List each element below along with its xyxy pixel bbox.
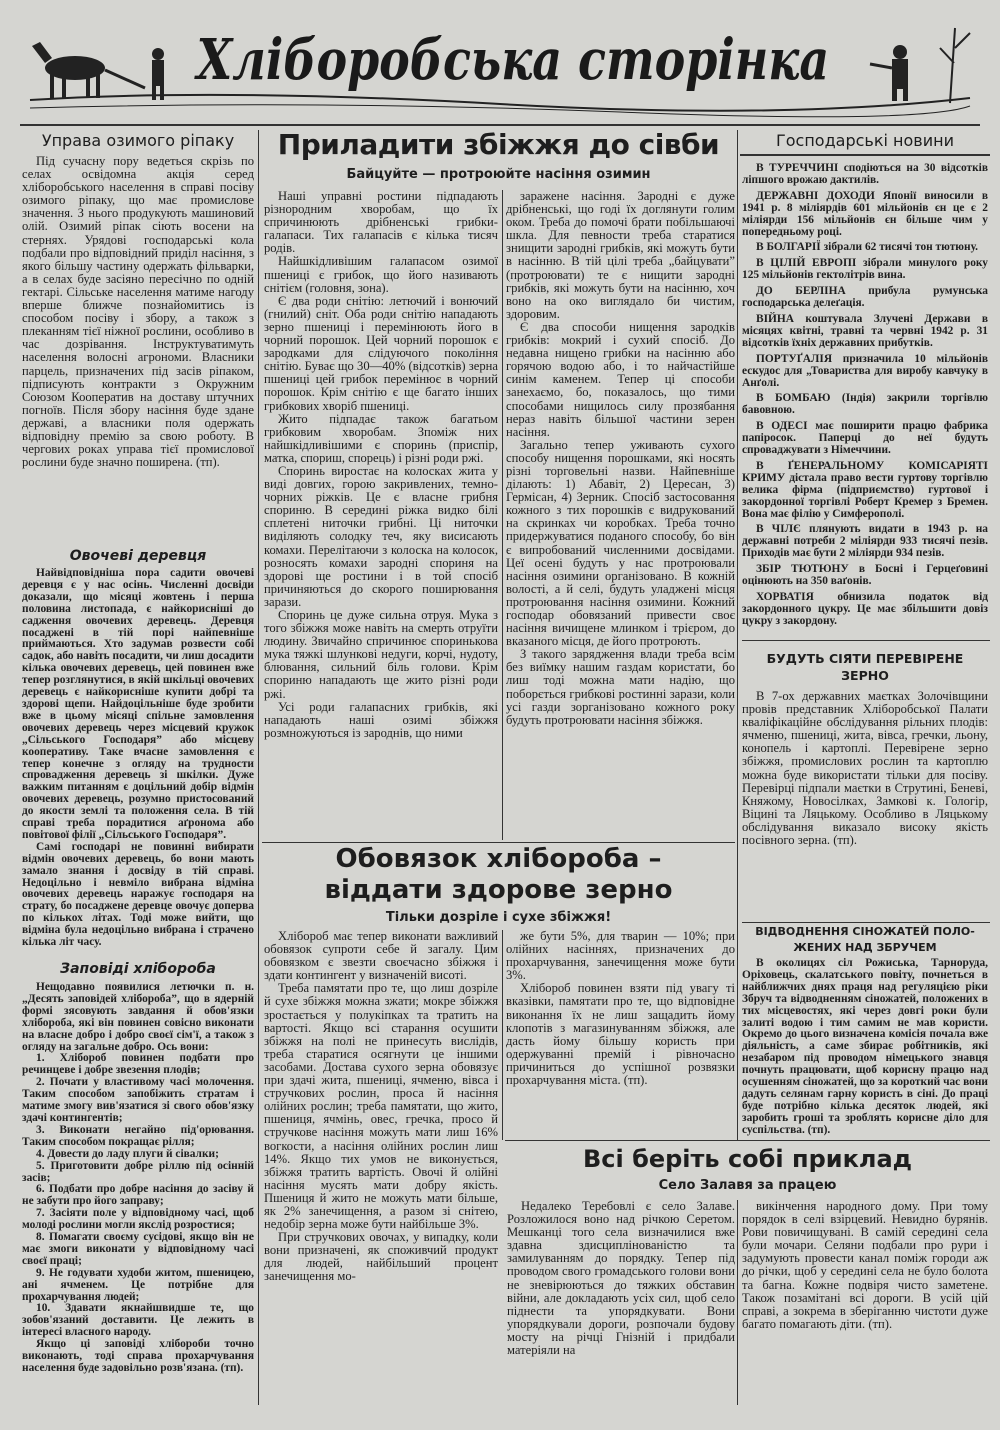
paragraph: ПОРТУҐАЛІЯ призначила 10 мільйонів ескудос для „Товариства для виробу кавчуку в Анґолі. [742,352,988,389]
paragraph: З такого зарядження влади треба всім без виїмку нашим газдам користати, бо лиш тоді можна мати надію, що поборється грибкові ростинні зарази, коли усі газди зорганізовано кожного року будуть протроювати насіння збіжжя. [506,647,735,727]
headline: Всі беріть собі приклад [582,1145,913,1173]
paragraph: Якщо ці заповіді хлібороби точно виконають, тоді справа прохарчування населення буде задовільно розв'язана. (тп). [22,1338,254,1374]
article-body [264,190,498,840]
paragraph: Найшкідливішим галапасом озимої пшениці є грибок, що його називають снітієм (головня, зона). [264,254,498,295]
paragraph: Треба памятати про те, що лиш дозріле й сухе збіжжя можна зжати; мокре збіжжя зростається у полукіпках та тратить на вартості. Якщо всі старання осушити збіжжя на полі не принесуть вислідів, треба старатися осягнути це іншими засобами. Достава сухого зерна обовязує при здачі жита, пшениці, ячменю, вівса і стручкових рослин, проса й насіння олійних рослин; треба памятати, що жито, пшениця, ячмінь, овес, гречка, просо й стручкове насіння можуть мати лиш 16% вогкости, а насіння олійних рослин лиш 14%. Якщо тих умов не виконується, збіжжя тратить вартість. Овочі й олійні насіння мусять мати добру якість. Пшениця й жито не можуть мати більше, як 2% занечищення, а разом зі снітею, недобір зерна може бути найбільше 3%. [264,981,498,1232]
subheadline: Тільки дозріле і сухе збіжжя! [385,910,612,925]
article-divider [742,922,990,923]
paragraph: В БОМБАЮ (Індія) закрили торгівлю бавовною. [742,392,988,417]
paragraph: ХОРВАТІЯ обнизила податок від закордонного цукру. Це має збільшити довіз цукру з закордону. [742,591,988,627]
paragraph: 6. Подбати про добре насіння до засіву й не забути про його заправу; [22,1183,254,1208]
paragraph: 4. Довести до ладу плуги й сівалки; [36,1147,219,1160]
paragraph: В ЧІЛЄ плянують видати в 1943 р. на державні потреби 2 міліярди 933 тисячі пезів. Приходів має бути 2 міліярди 934 пезів. [742,523,988,560]
article-body [506,190,735,840]
paragraph: Жито підпадає також багатьом грибковим хворобам. Зпоміж них найшкідливішими є споринь (приспір, матка, спориш, спорець) і різні роди ржі. [264,411,498,465]
paragraph: В околицях сіл Рожиська, Тарноруда, Оріховець, скалатського повіту, почнеться в найближчих днях праця над регуляцією ріки Збруч та відводненням сіножатей, положених в тих місцевостях, які через довгі роки були залиті водою і тим самим не мав користи. Окремо до цього визначена комісія почала вже діяльність, а саме збирає робітників, які незабаром під проводом німецького знавця почнуть працювати, щоб корисну працю над осушенням сіножатей, що за короткий час вони дадуть селянам гарну користь в сіні. До праці буде потрібно кілька десяток людей, які заробить гроші та зроблять корисне діло для суспільства. (тп). [742,958,988,1136]
paragraph: ЗБІР ТЮТЮНУ в Босні і Герцеґовині оцінюють на 350 ваґонів. [742,563,988,588]
paragraph: Самі господарі не повинні вибирати відмін овочевих деревець, бо вони мають замало знання і досвіду в тій справі. Недоцільно і невміло вибрана відміна овочевих деревець наражує господаря на страту, бо посаджене деревце овочує доперва по кількох літах. Тоді може вийти, що відміна була недоцільно вибрана і страчено кілька літ часу. [22,840,254,949]
article-divider [742,640,990,641]
paragraph: Наші управні ростини підпадають різнородним хворобам, що їх спричинюють дрібненські грибки-галапаси. Тих галапасів є кілька тисяч родів. [264,190,498,256]
paragraph: Усі роди галапасних грибків, які нападають наші озимі збіжжя розмножуються із зароднів, що ними [264,699,498,740]
paragraph: При стручкових овочах, у випадку, коли вони призначені, як споживчий продукт для людей, найбільший процент занечищення мо- [264,1230,498,1284]
paragraph: 8. Помагати своєму сусідові, якщо він не має змоги виконати у відповідному часі своєї праці; [22,1231,254,1267]
paragraph: Загально тепер уживають сухого способу нищення порошками, які носять різні торговельні назви. Найпевніше ділають: 1) Абавіт, 2) Цересан, 3) Гермісан, 4) Зерник. Спосіб застосовання кожного з тих порошків є видрукований на скринках чи коробках. Треба точно придержуватися поданого способу, бо він є випробований численними досвідами. Цеї осені будуть у нас протроювали насіння озимини організовано. В кожній волості, а й селі, будуть уладжені місця протроювання насіння озимини. Кожний господар обовязаний привести своє насіння вичищене млинком і трієром, до вказаного місця, де його протроють. [506,437,735,649]
paragraph: Недалеко Теребовлі є село Залаве. Розложилося воно над річкою Серетом. Мешканці того села визначилися вже здавна здисциплінованістю та замилуванням до порядку. Тепер під проводом свого громадського голови вони не зневірюються до тяжких обставин війни, але докладають усіх сил, щоб село піднести та упорядкувати. Вони упорядкували дороги, розпочали будову мосту на річці Гнізній і придбали матеріяли на [507,1200,735,1358]
column-rule [502,930,503,1140]
paragraph: же бути 5%, для тварин — 10%; при олійних насіннях, призначених до прохарчування, занечищення може бути 3%. [506,930,735,983]
paragraph: Хлібороб має тепер виконати важливий обовязок супроти себе й загалу. Цим обовязком є звезти своєчасно збіжжя і здати контингент у визначеній висоті. [264,930,498,983]
paragraph: Споринь це дуже сильна отруя. Мука з того збіжжя може навіть на смерть отруїти людину. Звичайно спричинює споринькова мука тяжкі шлункові недуги, корчі, нудоту, блювання, сильний біль голови. Крім спориню нападають ще жито різні роди ржі. [264,608,498,701]
paragraph: Нещодавно появилися летючки п. н. „Десять заповідей хлібороба”, що в ядерній формі зясовують завдання й обов'язки хлібороба, які він повинен совісно виконати на власне добро і добро своєї сім'ї, а також з огляду на загальне добро. Ось вони: [22,982,254,1053]
paragraph: ДЕРЖАВНІ ДОХОДИ Японії виносили в 1941 р. 8 міліярдів 601 мільйонів єн це є 2 міліярди 156 мільйонів єн більше чим у попередньому році. [742,189,988,238]
paragraph: В ЦІЛІЙ ЕВРОПІ зібрали минулого року 125 мільйонів гектолітрів вина. [742,257,988,282]
article-body [22,982,254,1402]
article-body [264,930,498,1402]
article-body [742,690,988,920]
article-title: ВІДВОДНЕННЯ СІНОЖАТЕЙ ПОЛО- [755,925,975,938]
paragraph: ДО БЕРЛІНА прибула румунська господарська делеґація. [742,285,988,310]
paragraph: ВІЙНА коштувала Злучені Держави в місяцях квітні, травні та червні 1942 р. 31 відсотків їхніх державних прибутків. [742,312,988,349]
article-body [22,155,254,547]
paragraph: 2. Почати у властивому часі молочення. Таким способом запобіжить стратам і матиме змогу вив'язатися зі свого обов'язку здачі контингентів; [22,1076,254,1124]
paragraph: 1. Хлібороб повинен подбати про речинцеве і добре звезення плодів; [22,1052,254,1077]
paragraph: В ОДЕСІ має поширити працю фабрика папіросок. Паперці до неї будуть спроваджувати з Німеччини. [742,420,988,457]
paragraph: заражене насіння. Зародні є дуже дрібненські, що годі їх доглянути голим оком. Треба до помочі брати побільшаючі шкла. Для певности треба старатися знищити зародні грибків, які можуть бути в насінню. В тій цілі треба „байцувати” (протроювати) те є нищити зародні грибків, які можуть бути на насінню, хоч воно на око виглядало би чистим, здоровим. [506,190,735,321]
article-body [507,1200,735,1402]
headline: віддати здорове зерно [324,875,673,905]
paragraph: 5. Приготовити добре ріллю під осінній засів; [22,1159,254,1184]
paragraph: 3. Виконати негайно під'орювання. Таким способом покращає рілля; [22,1123,254,1148]
article-title: ЗЕРНО [841,668,889,683]
paragraph: Хлібороб повинен взяти під увагу ті вказівки, памятати про те, що відповідне виконання їх не лиш защадить йому клопотів з магазинуванням збіжжя, але дасть йому більшу користь при одержуванні премій і рівночасно причиниться до успішної розвязки прохарчування міста. (тп). [506,981,735,1088]
paragraph: В БОЛГАРІЇ зібрали 62 тисячі тон тютюну. [756,241,978,254]
masthead-title: Хліборобська сторінка [196,27,830,93]
paragraph: Найвідповідніша пора садити овочеві деревця є у нас осінь. Численні досвіди доказали, що місяці жовтень і перша половина листопада, є найкорисніші до садження овочевих деревець. Деревця посаджені в тій порі найпевніше приймаються. Хто задумав розвести собі садок, або навіть посадити, чи лиш досадити кілька овочевих деревець, цей повинен вже тепер розглянутися, в якій шкільці овочевих деревець є найкорисніше купити добрі та здорові щепи. Найдоцільніше буде зробити вже в цьому місяці спільне замовлення овочевих деревець через місцевий кружок „Сільського Господаря” або місцеву кооперативу. Таке вчасне замовлення є тепер конечне з огляду на трудности спровадження деревець зі шкілки. Дуже важким питанням є доцільний добір відмін овочевих деревець, розумно пристосований до якости землі та положення села. В тій справі треба порадитися аґронома або повітової філії „Сільського Господаря”. [22,568,254,841]
paragraph: Споринь виростає на колосках жита у виді довгих, горою закривлених, темно-чорних ріжків. Це є власне грибня спориню. В середині ріжка видко білі сплетені ниточки грибні. Ці ниточки виділяють солодку теч, яку висисають комахи. Перелітаючи з колоска на колосок, розносять комахи зародні спориня на здорові ще ростини і в той спосіб причиняються до скорого поширювання зарази. [264,463,498,609]
article-title: БУДУТЬ СІЯТИ ПЕРЕВІРЕНЕ [766,651,964,666]
sower-icon [870,28,970,103]
column-rule [737,1200,738,1405]
paragraph: 9. Не годувати худоби житом, пшеницею, ані ячменем. Це потрібне для прохарчування людей; [22,1266,254,1303]
paragraph: В ҐЕНЕРАЛЬНОМУ КОМІСАРІЯТІ КРИМУ дістала право вести гуртову торгівлю велика фірма (підприємство) гуртової і закордонної торгівлі Роберт Кремер з Бремен. Вона має філію у Симферополі. [742,459,988,520]
paragraph: Є два роди снітію: летючий і вонючий (гнилий) сніт. Оба роди снітію нападають зерно пшениці і перемінюють його в чорний порошок. Цей чорний порошок є зародками для слідуючого покоління снітію. Буває що 30—40% (відсотків) зерна пшениці цей грибок перемінює в чорний порошок. Крім снітію є ще багато інших грибкових хворіб пшениці. [264,293,498,413]
article-body [506,930,735,1138]
subheadline: Село Залавя за працею [658,1178,837,1193]
paragraph: Є два способи нищення зародків грибків: мокрий і сухий спосіб. До недавна нищено грибки на насінню або горячою водою або, і то найчастійше синім каменем. Тепер ці способи занехаємо, бо, показалось, що тими способами нищилось силу прозябання нераз навіть більшої частини зерен насіння. [506,319,735,439]
news-list [742,163,988,638]
article-divider [262,842,735,843]
column-rule [502,190,503,840]
paragraph: 10. Здавати якнайшвидше те, що зобов'язаний доставити. Це лежить в інтересі власного народу. [22,1302,254,1339]
paragraph: В ТУРЕЧЧИНІ сподіються на 30 відсотків ліпшого врожаю дактилів. [742,163,988,186]
paragraph: 7. Засіяти поле у відповідному часі, щоб молоді рослини могли якслід розростися; [22,1207,254,1232]
column-rule [737,130,738,1140]
masthead-rule [20,124,980,126]
article-title: Овочеві деревця [69,548,207,564]
plowman-horse-icon [32,42,164,100]
column-rule [258,130,259,1405]
paragraph: В 7-ох державних маєтках Золочівщини провів представник Хліборобської Палати кваліфікаційне обслідування рільних плодів: ячменю, пшениці, жита, вівса, гречки, льону, конопель і картоплі. Перевірене зерно збіжжя, промислових рослин та картоплю можна буде використати тільки для посіву. Перевірці підпали маєтки в Струтині, Беневі, Княжому, Новосілках, Замкові к. Гологір, Віцині та Ляцькому. Особливо в Ляцькому обслідування виказало високу якість посівного зерна. (тп). [742,690,988,848]
article-title: Управа озимого ріпаку [41,131,235,150]
paragraph: Під сучасну пору ведеться скрізь по селах освідомна акція серед хліборобського населення в справі посіву озимого ріпаку, що має промислове значення. З нього продукують машиновий олій. Озимий ріпак сіють восени на стернях. Урядові господарські кола подбали про відповідний приділ насіння, з якого більшу частину одержать фільварки, а в селах буде засіяно пересічно по одній гектарі. Сільське населення матиме нагоду вперше ближче познайомитись із способом посіву і збору, а також з плеканням тієї ніжної рослини, особливо в час дозрівання. Інструктуватимуть населення волосні агрономи. Власники парцель, призначених під засів ріпаком, підписують контракти з Окружним Союзом Кооператив на доставу штучних погноїв. Після збору насіння буде здане державі, а власники поля одержать відповідну премію за свою роботу. В чергових роках управа тієї промислової рослини буде значно поширена. (тп). [22,155,254,470]
article-body [742,958,988,1138]
masthead [20,8,980,123]
headline: Обовязок хлібороба – [335,844,662,874]
article-title: ЖЕНИХ НАД ЗБРУЧЕМ [793,941,937,954]
headline: Приладити збіжжя до сівби [277,128,720,161]
article-body [742,1200,988,1402]
section-title: Господарські новини [740,132,990,156]
subheadline: Байцуйте — протроюйте насіння озимин [346,167,651,182]
article-divider [505,1140,990,1141]
article-body [22,568,254,956]
paragraph: викінчення народного дому. При тому порядок в селі взірцевий. Невидно бурянів. Рови повичищувані. В самій середині села були мочари. Селяни подбали про рури і задумують провести канал поміж городи аж до річки, щоб у середині села не було болота та багна. Кожне подвіря чисто заметене. Також позамітані всі дороги. В усій цій справі, а зокрема в зберіганню чистоти дуже багато помагають діти. (тп). [742,1200,988,1331]
article-title: Заповіді хлібороба [60,961,216,977]
